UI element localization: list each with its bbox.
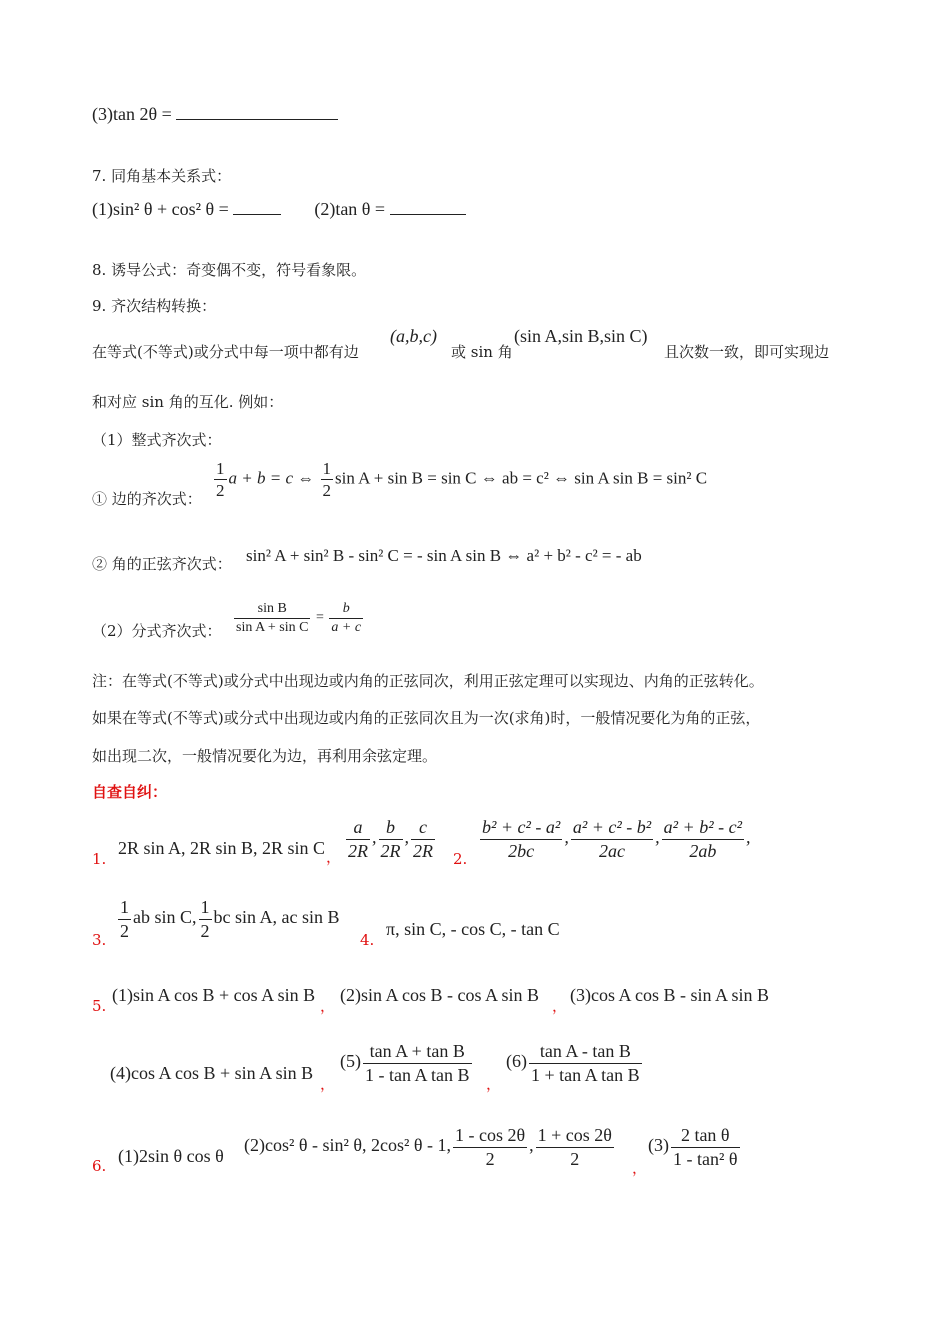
answer-1-number: 1. <box>92 850 107 868</box>
answer-6-part-3: (3) $\frac{\text{2 tan θ}}{\text{1 - tan² θ}}$ <box>648 1125 738 1169</box>
note-line-3: 如出现二次，一般情况要化为边，再利用余弦定理。 <box>92 747 438 765</box>
intro-text-a: 在等式(不等式)或分式中每一项中都有边 <box>92 343 359 361</box>
answer-5-comma: ， <box>320 997 336 1015</box>
answer-2-fractions: $\frac{\text{b² + c² - a²}}{2bc}$ , $\frac{\text{a² + c² - b²}}{2ac}$ , $\frac{\text{a² + b² - c²}}{2ab}$ , <box>482 817 751 861</box>
answer-1-fractions: $\frac{a}{2R}$ , $\frac{b}{2R}$ , $\frac{c}{2R}$ <box>348 817 433 861</box>
fraction-homogeneous-label: （2）分式齐次式： <box>92 622 222 640</box>
same-angle-title: 7. 同角基本关系式： <box>92 167 232 185</box>
answer-3-number: 3. <box>92 931 107 949</box>
intro-text-c: 且次数一致，即可实现边 <box>664 343 830 361</box>
answer-5-part-3: (3)cos A cos B - sin A sin B <box>570 985 770 1005</box>
answer-5-number: 5. <box>92 997 107 1015</box>
intro-text-b: 或 sin 角 <box>451 343 513 361</box>
side-homogeneous-label: ① 边的齐次式： <box>92 490 202 508</box>
tan-double-angle-formula <box>92 104 338 125</box>
tan-double-label: (3)tan 2θ = <box>92 104 172 124</box>
homogeneous-title: 9. 齐次结构转换： <box>92 297 217 315</box>
pythagorean-identity: (1)sin² θ + cos² θ = <box>92 199 229 219</box>
answer-5-part-2: (2)sin A cos B - cos A sin B <box>340 985 540 1005</box>
intro-sides: (a,b,c) <box>390 326 437 346</box>
same-angle-formulas <box>92 199 466 220</box>
angle-homogeneous-label: ② 角的正弦齐次式： <box>92 555 232 573</box>
angle-homogeneous-formula: sin² A + sin² B - sin² C = - sin A sin B ⇔ a² + b² - c² = - ab <box>246 546 642 565</box>
answer-1-text: 2R sin A, 2R sin B, 2R sin C <box>118 838 326 858</box>
answer-5-part-4: (4)cos A cos B + sin A sin B <box>110 1063 314 1083</box>
answer-6-number: 6. <box>92 1157 107 1175</box>
answer-4-number: 4. <box>360 931 375 949</box>
half-fraction: $\frac{1}{2}$ <box>216 459 225 501</box>
answer-blank[interactable] <box>233 200 281 215</box>
half-fraction: $\frac{1}{2}$ <box>322 459 331 501</box>
answers-title: 自查自纠： <box>92 783 168 801</box>
answer-5-part-6: (6) $\frac{\text{tan A - tan B}}{\text{1 + tan A tan B}}$ <box>506 1041 640 1085</box>
answer-2-number: 2. <box>453 850 468 868</box>
answer-blank[interactable] <box>176 105 338 120</box>
answer-5-comma: ， <box>320 1075 336 1093</box>
answer-6-part-1: (1)2sin θ cos θ <box>118 1146 224 1166</box>
induction-formula: 8. 诱导公式：奇变偶不变，符号看象限。 <box>92 261 367 279</box>
intro-text-d: 和对应 sin 角的互化. 例如： <box>92 393 284 411</box>
answer-1-comma: ， <box>326 848 342 866</box>
answer-6-part-2: (2)cos² θ - sin² θ, 2cos² θ - 1, $\frac{1 - \cos 2\theta}{2}$ , $\frac{1 + \cos 2\theta}{2}$ <box>244 1125 612 1169</box>
answer-5-part-1: (1)sin A cos B + cos A sin B <box>112 985 316 1005</box>
answer-6-comma: ， <box>632 1159 648 1177</box>
answer-4-text: π, sin C, - cos C, - tan C <box>386 919 560 939</box>
answer-3-formula: $\frac{1}{2}$ ab sin C, $\frac{1}{2}$ bc sin A, ac sin B <box>120 897 340 941</box>
fraction-homogeneous-formula: $\frac{\text{sin B}}{\text{sin A + sin C}}$ = $\frac{b}{a + c}$ <box>236 601 362 635</box>
answer-5-comma: ， <box>552 997 568 1015</box>
tan-identity: (2)tan θ = <box>314 199 386 219</box>
integral-title: （1）整式齐次式： <box>92 431 222 449</box>
answer-5-comma: ， <box>486 1075 502 1093</box>
answer-blank[interactable] <box>390 200 466 215</box>
side-homogeneous-formula: $\frac{1}{2}$ a + b = c ⇔ $\frac{1}{2}$ sin A + sin B = sin C ⇔ ab = c² ⇔ sin A sin B = sin² C <box>216 459 708 501</box>
note-line-2: 如果在等式(不等式)或分式中出现边或内角的正弦同次且为一次(求角)时，一般情况要化为角的正弦， <box>92 709 761 727</box>
homogeneous-intro-line-1 <box>92 341 359 362</box>
answer-5-part-5: (5) $\frac{\text{tan A + tan B}}{\text{1 - tan A tan B}}$ <box>340 1041 470 1085</box>
intro-angles: (sin A,sin B,sin C) <box>514 326 648 346</box>
note-line-1: 注：在等式(不等式)或分式中出现边或内角的正弦同次，利用正弦定理可以实现边、内角的正弦转化。 <box>92 672 764 690</box>
